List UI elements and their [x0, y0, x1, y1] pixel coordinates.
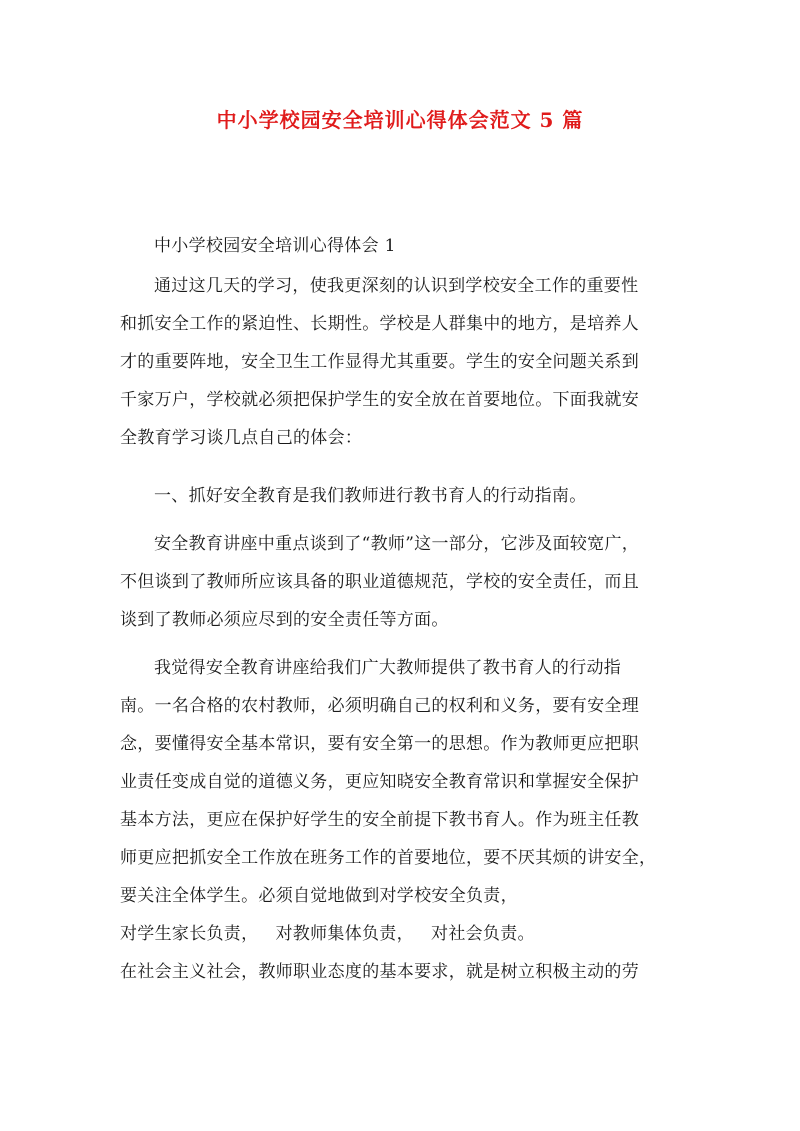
paragraph-line: 业责任变成自觉的道德义务，更应知晓安全教育常识和掌握安全保护 [120, 772, 639, 792]
paragraph-line: 对学生家长负责， 对教师集体负责， 对社会负责。 [120, 924, 535, 944]
paragraph-line: 安全教育讲座中重点谈到了“教师”这一部分，它涉及面较宽广， [154, 534, 640, 554]
paragraph-line: 念，要懂得安全基本常识，要有安全第一的思想。作为教师更应把职 [120, 734, 639, 754]
paragraph-line: 通过这几天的学习，使我更深刻的认识到学校安全工作的重要性 [154, 276, 639, 296]
paragraph-line: 千家万户，学校就必须把保护学生的安全放在首要地位。下面我就安 [120, 390, 639, 410]
paragraph-line: 才的重要阵地，安全卫生工作显得尤其重要。学生的安全问题关系到 [120, 352, 639, 372]
paragraph-line: 要关注全体学生。必须自觉地做到对学校安全负责， [120, 886, 518, 906]
paragraph-line: 不但谈到了教师所应该具备的职业道德规范，学校的安全责任，而且 [120, 572, 639, 592]
paragraph-line: 谈到了教师必须应尽到的安全责任等方面。 [120, 610, 449, 630]
section-heading: 中小学校园安全培训心得体会 1 [154, 236, 396, 256]
paragraph-line: 在社会主义社会，教师职业态度的基本要求，就是树立积极主动的劳 [120, 962, 639, 982]
paragraph-line: 南。一名合格的农村教师，必须明确自己的权利和义务，要有安全理 [120, 696, 639, 716]
paragraph-line: 我觉得安全教育讲座给我们广大教师提供了教书育人的行动指 [154, 658, 622, 678]
paragraph-line: 和抓安全工作的紧迫性、长期性。学校是人群集中的地方，是培养人 [120, 314, 639, 334]
document-title: 中小学校园安全培训心得体会范文 5 篇 [216, 108, 584, 132]
paragraph-line: 全教育学习谈几点自己的体会： [120, 428, 363, 448]
paragraph-line: 师更应把抓安全工作放在班务工作的首要地位，要不厌其烦的讲安全， [120, 848, 657, 868]
subheading-line: 一、抓好安全教育是我们教师进行教书育人的行动指南。 [154, 486, 587, 506]
paragraph-line: 基本方法，更应在保护好学生的安全前提下教书育人。作为班主任教 [120, 810, 639, 830]
